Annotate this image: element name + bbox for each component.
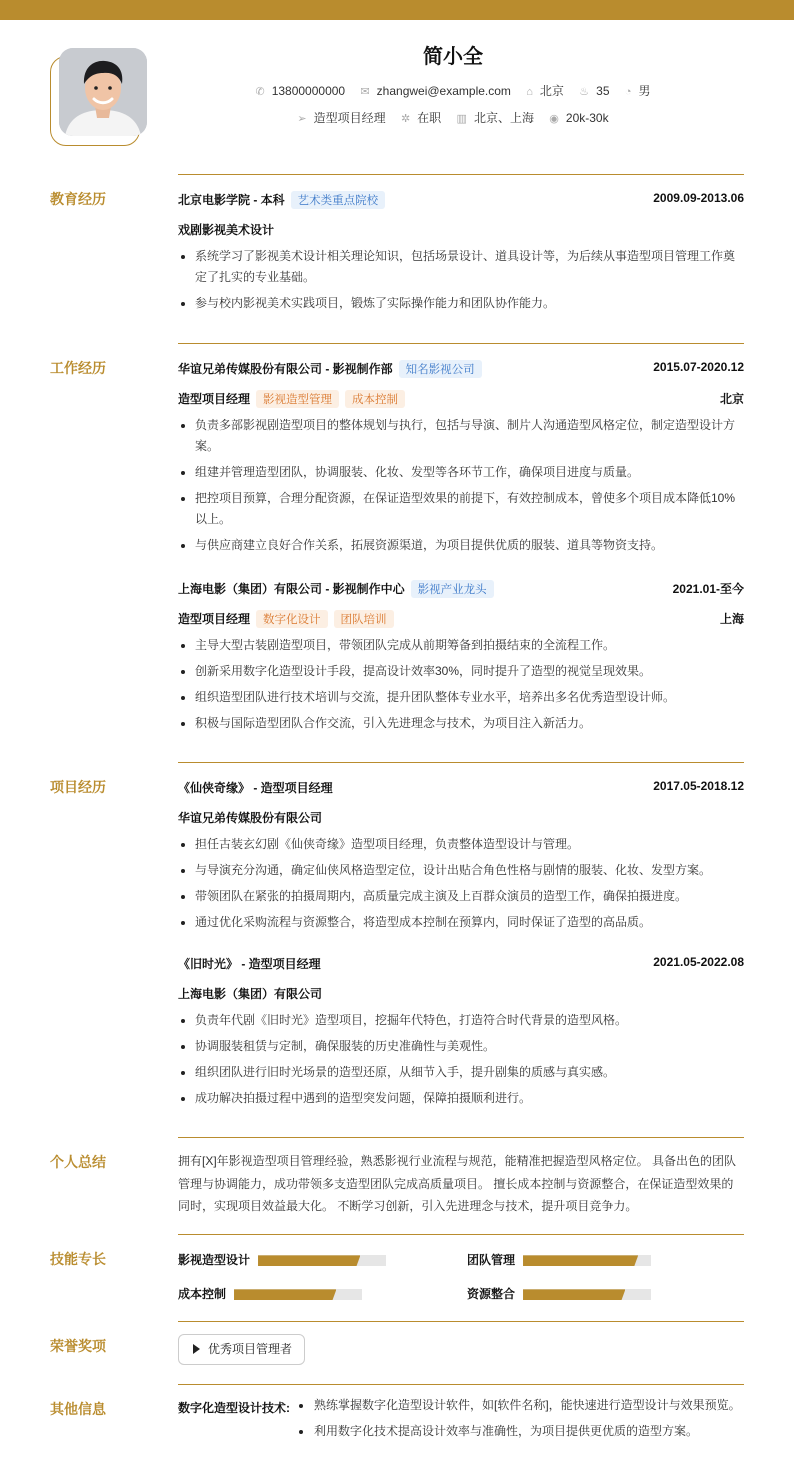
list-item: 组织造型团队进行技术培训与交流，提升团队整体专业水平，培养出多名优秀造型设计师。 [178, 687, 744, 708]
skill-bar-fill [523, 1255, 638, 1266]
project-name: 《旧时光》 - 造型项目经理 [178, 957, 321, 971]
education-section-title: 教育经历 [50, 191, 106, 207]
list-item: 积极与国际造型团队合作交流，引入先进理念与技术，为项目注入新活力。 [178, 713, 744, 734]
summary-text: 拥有[X]年影视造型项目管理经验，熟悉影视行业流程与规范，能精准把握造型风格定位。 具备出色的团队管理与协调能力，成功带领多支造型团队完成高质量项目。 擅长成本控制与资源整合，在保证造型效果的同时，实现项目效益最大化。 不断学习创新，引入先进理念与技术，提升项目竞争力。 [178, 1154, 737, 1213]
job-header [178, 580, 744, 598]
project-bullets [178, 1010, 744, 1114]
list-item: 担任古装玄幻剧《仙侠奇缘》造型项目经理，负责整体造型设计与管理。 [178, 834, 744, 855]
project-period: 2021.05-2022.08 [653, 955, 744, 969]
job-bullets [178, 635, 744, 739]
list-item: 系统学习了影视美术设计相关理论知识，包括场景设计、道具设计等，为后续从事造型项目管理工作奠定了扎实的专业基础。 [178, 246, 744, 288]
list-item: 通过优化采购流程与资源整合，将造型成本控制在预算内，同时保证了造型的高品质。 [178, 912, 744, 933]
skill-bar-fill [234, 1289, 336, 1300]
company-tag: 知名影视公司 [399, 360, 482, 378]
skill-bar [258, 1255, 386, 1266]
honors-section-title: 荣誉奖项 [50, 1338, 106, 1354]
summary-divider [178, 1137, 744, 1138]
school-name: 北京电影学院 - 本科 [178, 193, 285, 207]
skill-bar-fill [523, 1289, 625, 1300]
skill-bar [523, 1255, 651, 1266]
skill-tag: 数字化设计 [256, 610, 328, 628]
job-header [178, 360, 744, 378]
skill-item [178, 1285, 362, 1302]
education-divider [178, 174, 744, 175]
project-company-row [178, 985, 744, 1002]
list-item: 协调服装租赁与定制，确保服装的历史准确性与美观性。 [178, 1036, 744, 1057]
honors-divider [178, 1321, 744, 1322]
job-role: 造型项目经理 [178, 392, 251, 406]
project-name: 《仙侠奇缘》 - 造型项目经理 [178, 781, 333, 795]
list-item: 创新采用数字化造型设计手段，提高设计效率30%，同时提升了造型的视觉呈现效果。 [178, 661, 744, 682]
skill-name: 成本控制 [178, 1287, 227, 1301]
list-item: 负责多部影视剧造型项目的整体规划与执行，包括与导演、制片人沟通造型风格定位，制定造型设计方案。 [178, 415, 744, 457]
list-item: 带领团队在紧张的拍摄周期内，高质量完成主演及上百群众演员的造型工作，确保拍摄进度。 [178, 886, 744, 907]
work-section-title: 工作经历 [50, 360, 106, 376]
project-bullets [178, 834, 744, 938]
list-item: 参与校内影视美术实践项目，锻炼了实际操作能力和团队协作能力。 [178, 293, 744, 314]
target-city-item [457, 109, 534, 126]
cake-icon: ♨ [579, 86, 590, 98]
money-icon: ◉ [549, 113, 559, 125]
position-value: 造型项目经理 [313, 111, 386, 125]
position-item [297, 109, 385, 126]
skill-bar-fill [258, 1255, 360, 1266]
age-item [579, 84, 609, 98]
job-city: 上海 [719, 612, 744, 626]
phone-value: 13800000000 [271, 84, 346, 98]
top-accent-bar [0, 0, 794, 20]
list-item: 主导大型古装剧造型项目，带领团队完成从前期筹备到拍摄结束的全流程工作。 [178, 635, 744, 656]
play-triangle-icon [193, 1344, 200, 1354]
skill-item [178, 1251, 386, 1268]
skill-tag: 成本控制 [345, 390, 405, 408]
project-header [178, 779, 744, 796]
skill-name: 团队管理 [467, 1253, 516, 1267]
contact-row [0, 82, 794, 99]
job-period: 2015.07-2020.12 [653, 360, 744, 374]
city-item [526, 82, 564, 99]
home-icon: ⌂ [526, 86, 533, 98]
other-bullets [297, 1395, 757, 1447]
skill-item [467, 1251, 651, 1268]
status-icon: ✲ [400, 113, 411, 125]
projects-section-title: 项目经历 [50, 779, 106, 795]
education-period: 2009.09-2013.06 [653, 191, 744, 205]
list-item: 成功解决拍摄过程中遇到的造型突发问题，保障拍摄顺利进行。 [178, 1088, 744, 1109]
email-value: zhangwei@example.com [376, 84, 511, 98]
salary-item [549, 111, 608, 125]
work-divider [178, 343, 744, 344]
send-icon: ➢ [297, 113, 307, 125]
other-section-title: 其他信息 [50, 1401, 106, 1417]
job-role-row [178, 610, 744, 628]
skill-item [467, 1285, 651, 1302]
building-icon: ▥ [456, 113, 467, 125]
job-role-row [178, 390, 744, 408]
list-item: 与导演充分沟通，确定仙侠风格造型定位，设计出贴合角色性格与剧情的服装、化妆、发型方案。 [178, 860, 744, 881]
target-city-value: 北京、上海 [473, 111, 534, 125]
company-tag: 影视产业龙头 [411, 580, 494, 598]
skill-bar [523, 1289, 651, 1300]
skills-divider [178, 1234, 744, 1235]
project-period: 2017.05-2018.12 [653, 779, 744, 793]
list-item: 负责年代剧《旧时光》造型项目，挖掘年代特色，打造符合时代背景的造型风格。 [178, 1010, 744, 1031]
gender-item [625, 82, 651, 99]
skills-section-title: 技能专长 [50, 1251, 106, 1267]
email-item [360, 84, 510, 98]
company-name: 上海电影（集团）有限公司 - 影视制作中心 [178, 582, 405, 596]
other-divider [178, 1384, 744, 1385]
summary-section-title: 个人总结 [50, 1154, 106, 1170]
job-city: 北京 [719, 392, 744, 406]
city-value: 北京 [539, 84, 564, 98]
list-item: 熟练掌握数字化造型设计软件，如[软件名称]，能快速进行造型设计与效果预览。 [297, 1395, 757, 1416]
projects-divider [178, 762, 744, 763]
gender-icon: ◔ [624, 86, 632, 98]
education-bullets [178, 246, 744, 319]
gender-value: 男 [638, 84, 651, 98]
list-item: 与供应商建立良好合作关系，拓展资源渠道，为项目提供优质的服装、道具等物资支持。 [178, 535, 744, 556]
list-item: 组建并管理造型团队，协调服装、化妆、发型等各环节工作，确保项目进度与质量。 [178, 462, 744, 483]
list-item: 把控项目预算，合理分配资源，在保证造型效果的前提下，有效控制成本，曾使多个项目成本降低10%以上。 [178, 488, 744, 530]
job-role: 造型项目经理 [178, 612, 251, 626]
project-company: 上海电影（集团）有限公司 [178, 987, 323, 1001]
salary-value: 20k-30k [565, 111, 609, 125]
skill-name: 资源整合 [467, 1287, 516, 1301]
education-header [178, 191, 744, 209]
phone-item [255, 84, 345, 98]
status-item [401, 109, 441, 126]
phone-icon: ✆ [255, 86, 265, 98]
job-period: 2021.01-至今 [672, 582, 744, 596]
list-item: 组织团队进行旧时光场景的造型还原，从细节入手，提升剧集的质感与真实感。 [178, 1062, 744, 1083]
school-tag: 艺术类重点院校 [291, 191, 386, 209]
skill-tag: 团队培训 [334, 610, 394, 628]
status-value: 在职 [417, 111, 442, 125]
project-header [178, 955, 744, 972]
mail-icon: ✉ [360, 86, 370, 98]
major-name: 戏剧影视美术设计 [178, 223, 275, 237]
age-value: 35 [596, 84, 610, 98]
project-company-row [178, 809, 744, 826]
skill-bar [234, 1289, 362, 1300]
honor-name: 优秀项目管理者 [208, 1342, 293, 1356]
company-name: 华谊兄弟传媒股份有限公司 - 影视制作部 [178, 362, 393, 376]
job-intent-row [0, 109, 794, 126]
honor-badge[interactable] [178, 1334, 305, 1365]
skill-tag: 影视造型管理 [256, 390, 339, 408]
project-company: 华谊兄弟传媒股份有限公司 [178, 811, 323, 825]
job-bullets [178, 415, 744, 561]
candidate-name: 简小全 [423, 46, 483, 68]
major-row [178, 221, 744, 238]
skill-name: 影视造型设计 [178, 1253, 251, 1267]
list-item: 利用数字化技术提高设计效率与准确性，为项目提供更优质的造型方案。 [297, 1421, 757, 1442]
other-label: 数字化造型设计技术: [178, 1401, 290, 1415]
